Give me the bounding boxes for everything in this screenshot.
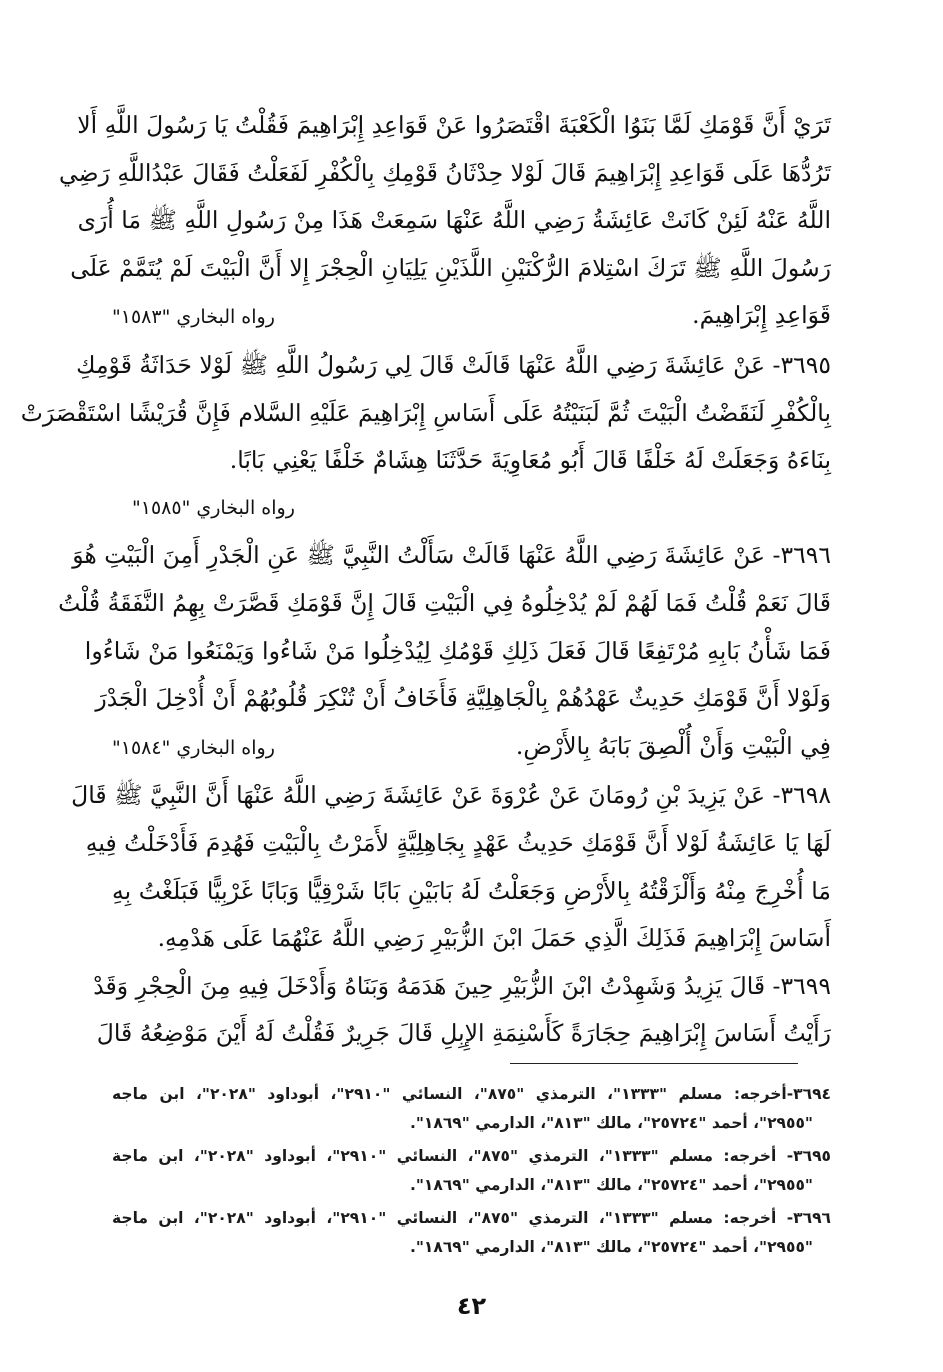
text-line: أَسَاسَ إِبْرَاهِيمَ فَذَلِكَ الَّذِي حَمَلَ ابْنَ الزُّبَيْرِ رَضِي اللَّهُ عَنْهُمَا عَلَى هَدْمِهِ. (157, 924, 831, 953)
text-line: وَلَوْلا أَنَّ قَوْمَكِ حَدِيثٌ عَهْدُهُمْ بِالْجَاهِلِيَّةِ فَأَخَافُ أَنْ تُنْكِرَ قُلُوبُهُمْ أَنْ أُدْخِلَ الْجَدْرَ (95, 684, 831, 713)
footnote-line: ٣٦٩٤-أخرجه: مسلم "١٣٣٣"، الترمذي "٨٧٥"، النسائي "٢٩١٠"، أبوداود "٢٠٢٨"، ابن ماجه (112, 1085, 831, 1103)
text-line: مَا أُخْرِجَ مِنْهُ وَأَلْزَقْتُهُ بِالأَرْضِ وَجَعَلْتُ لَهُ بَابَيْنِ بَابًا شَرْقِيًّا وَبَابًا غَرْبِيًّا فَبَلَغْتُ بِهِ (112, 876, 831, 905)
footnote-3694 (112, 1080, 831, 1138)
text-line: فَمَا شَأْنُ بَابِهِ مُرْتَفِعًا قَالَ فَعَلَ ذَلِكِ قَوْمُكِ لِيُدْخِلُوا مَنْ شَاءُوا وَيَمْنَعُوا مَنْ شَاءُوا (84, 636, 831, 665)
footnote-line: "٢٩٥٥"، أحمد "٢٥٧٢٤"، مالك "٨١٣"، الدارمي "١٨٦٩". (409, 1176, 813, 1194)
text-line: ٣٦٩٩- قَالَ يَزِيدُ وَشَهِدْتُ ابْنَ الزُّبَيْرِ حِينَ هَدَمَهُ وَبَنَاهُ وَأَدْخَلَ فِيهِ مِنَ الْحِجْرِ وَقَدْ (93, 971, 831, 1000)
bukhari-reference: رواه البخاري "١٥٨٥" (132, 496, 295, 519)
text-line: ٣٦٩٨- عَنْ يَزِيدَ بْنِ رُومَانَ عَنْ عُرْوَةَ عَنْ عَائِشَةَ رَضِي اللَّهُ عَنْهَا أَنَّ النَّبِيَّ ﷺ قَالَ (71, 781, 831, 810)
hadith-3698 (71, 772, 831, 962)
footnote-3696 (112, 1204, 831, 1262)
text-line-with-reference (112, 723, 831, 773)
hadith-3695 (20, 342, 831, 532)
text-line: بِنَاءَهُ وَجَعَلَتْ لَهُ خَلْفًا قَالَ أَبُو مُعَاوِيَةَ حَدَّثَنَا هِشَامٌ خَلْفًا يَعْنِي بَابًا. (229, 446, 831, 475)
footnote-3695 (112, 1142, 831, 1200)
text-line-with-reference (112, 292, 831, 342)
text-line: اللَّهُ عَنْهُ لَئِنْ كَانَتْ عَائِشَةُ رَضِي اللَّهُ عَنْهَا سَمِعَتْ هَذَا مِنْ رَسُولِ اللَّهِ ﷺ مَا أُرَى (77, 206, 831, 235)
hadith-3694 (59, 102, 831, 342)
text-line: بِالْكُفْرِ لَنَقَضْتُ الْبَيْتَ ثُمَّ لَبَنَيْتُهُ عَلَى أَسَاسِ إِبْرَاهِيمَ عَلَيْهِ السَّلام فَإِنَّ قُرَيْشًا اسْتَقْصَرَتْ (20, 398, 831, 427)
footnote-divider (510, 1063, 798, 1064)
hadith-body (20, 102, 831, 1058)
footnote-line: ٣٦٩٥- أخرجه: مسلم "١٣٣٣"، الترمذي "٨٧٥"، النسائي "٢٩١٠"، أبوداود "٢٠٢٨"، ابن ماجة (112, 1147, 831, 1165)
hadith-3696 (58, 532, 831, 772)
footnotes (112, 1080, 831, 1266)
text-line: قَوَاعِدِ إِبْرَاهِيمَ. (692, 301, 831, 330)
text-line: تَرُدُّهَا عَلَى قَوَاعِدِ إِبْرَاهِيمَ قَالَ لَوْلا حِدْثَانُ قَوْمِكِ بِالْكُفْرِ لَفَعَلْتُ فَقَالَ عَبْدُاللَّهِ رَضِي (59, 158, 831, 187)
footnote-line: ٣٦٩٦- أخرجه: مسلم "١٣٣٣"، الترمذي "٨٧٥"، النسائي "٢٩١٠"، أبوداود "٢٠٢٨"، ابن ماجة (112, 1209, 831, 1227)
bukhari-reference: رواه البخاري "١٥٨٣" (112, 306, 275, 329)
text-line: رَسُولَ اللَّهِ ﷺ تَرَكَ اسْتِلامَ الرُّكْنَيْنِ اللَّذَيْنِ يَلِيَانِ الْحِجْرَ إِلا أَنَّ الْبَيْتَ لَمْ يُتَمَّمْ عَلَى (70, 253, 831, 282)
text-line: رَأَيْتُ أَسَاسَ إِبْرَاهِيمَ حِجَارَةً كَأَسْنِمَةِ الإِبِلِ قَالَ جَرِيرٌ فَقُلْتُ لَهُ أَيْنَ مَوْضِعُهُ قَالَ (96, 1019, 831, 1048)
footnote-line: "٢٩٥٥"، أحمد "٢٥٧٢٤"، مالك "٨١٣"، الدارمي "١٨٦٩". (409, 1238, 813, 1256)
footnote-line: "٢٩٥٥"، أحمد "٢٥٧٢٤"، مالك "٨١٣"، الدارمي "١٨٦٩". (409, 1114, 813, 1132)
text-line: فِي الْبَيْتِ وَأَنْ أُلْصِقَ بَابَهُ بِالأَرْضِ. (515, 731, 831, 760)
hadith-3699 (93, 963, 831, 1058)
text-line: ٣٦٩٦- عَنْ عَائِشَةَ رَضِي اللَّهُ عَنْهَا قَالَتْ سَأَلْتُ النَّبِيَّ ﷺ عَنِ الْجَدْرِ أَمِنَ الْبَيْتِ هُوَ (72, 541, 831, 570)
bukhari-reference: رواه البخاري "١٥٨٤" (112, 736, 275, 759)
text-line: قَالَ نَعَمْ قُلْتُ فَمَا لَهُمْ لَمْ يُدْخِلُوهُ فِي الْبَيْتِ قَالَ إِنَّ قَوْمَكِ قَصَّرَتْ بِهِمُ النَّفَقَةُ قُلْتُ (58, 588, 831, 617)
page-number: ٤٢ (456, 1292, 487, 1320)
text-line: لَهَا يَا عَائِشَةُ لَوْلا أَنَّ قَوْمَكِ حَدِيثُ عَهْدٍ بِجَاهِلِيَّةٍ لأَمَرْتُ بِالْبَيْتِ فَهُدِمَ فَأَدْخَلْتُ فِيهِ (85, 828, 831, 857)
text-line: ٣٦٩٥- عَنْ عَائِشَةَ رَضِي اللَّهُ عَنْهَا قَالَتْ قَالَ لِي رَسُولُ اللَّهِ ﷺ لَوْلا حَدَاثَةُ قَوْمِكِ (76, 350, 831, 379)
text-line: تَرَيْ أَنَّ قَوْمَكِ لَمَّا بَنَوُا الْكَعْبَةَ اقْتَصَرُوا عَنْ قَوَاعِدِ إِبْرَاهِيمَ فَقُلْتُ يَا رَسُولَ اللَّهِ أَلا (77, 111, 831, 139)
